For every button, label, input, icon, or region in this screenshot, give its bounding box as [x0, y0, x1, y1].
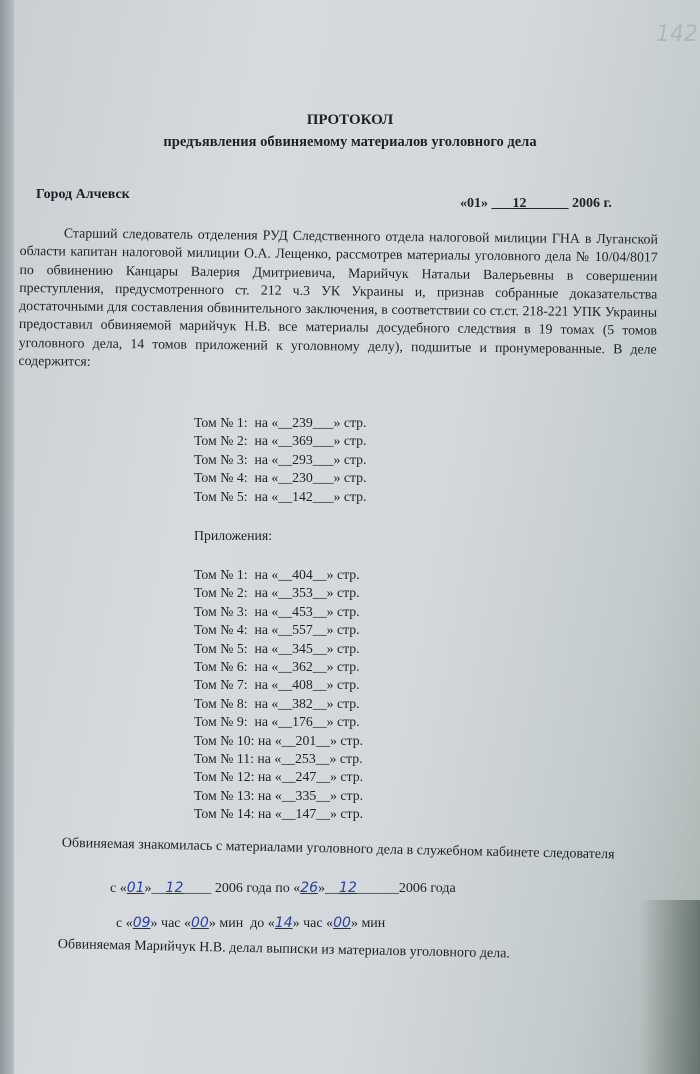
- volume-list: [194, 414, 367, 506]
- appendix-item: Том № 2: на «__353__» стр.: [194, 585, 360, 601]
- volume-item: Том № 2: на «__369___» стр.: [194, 433, 367, 449]
- appendix-item: Том № 14: на «__147__» стр.: [194, 806, 364, 822]
- volume-item: Том № 5: на «__142___» стр.: [194, 488, 367, 504]
- appendix-item: Том № 9: на «__176__» стр.: [194, 714, 360, 730]
- to-day-handwritten: 26: [300, 880, 319, 896]
- intro-paragraph: [18, 224, 657, 377]
- to-minute-handwritten: 00: [333, 915, 351, 931]
- volume-item: Том № 1: на «__239___» стр.: [194, 415, 367, 430]
- appendix-item: Том № 10: на «__201__» стр.: [194, 732, 364, 748]
- appendix-item: Том № 12: на «__247__» стр.: [194, 769, 364, 785]
- to-month-handwritten: 12: [339, 880, 357, 896]
- date-range-line: с «01»__12____ 2006 года по «26»__12______2006 года: [110, 880, 456, 896]
- appendix-item: Том № 7: на «__408__» стр.: [194, 677, 360, 693]
- appendix-item: Том № 6: на «__362__» стр.: [194, 659, 360, 675]
- notes-paragraph: Обвиняемая Марийчук Н.В. делал выписки из материалов уголовного дела.: [57, 937, 511, 962]
- time-range-line: с «09» час «00» мин до «14» час «00» мин: [116, 915, 386, 931]
- appendix-list: [194, 566, 363, 824]
- document-title: ПРОТОКОЛ: [306, 112, 394, 128]
- appendix-item: Том № 5: на «__345__» стр.: [194, 640, 360, 656]
- from-hour-handwritten: 09: [132, 915, 151, 931]
- from-month-handwritten: 12: [165, 880, 184, 896]
- appendix-item: Том № 4: на «__557__» стр.: [194, 622, 360, 638]
- to-hour-handwritten: 14: [274, 915, 293, 931]
- from-minute-handwritten: 00: [191, 915, 209, 931]
- page-edge: [0, 0, 14, 1074]
- date-year: 2006 г.: [572, 196, 612, 211]
- appendix-item: Том № 8: на «__382__» стр.: [194, 695, 360, 711]
- page-shadow: [640, 900, 700, 1074]
- appendix-item: Том № 13: на «__335__» стр.: [194, 787, 364, 803]
- document-subtitle: предъявления обвиняемому материалов уголовного дела: [163, 134, 537, 150]
- volume-item: Том № 3: на «__293___» стр.: [194, 451, 367, 467]
- from-day-handwritten: 01: [126, 880, 145, 896]
- document-date: «01» ___12______ 2006 г.: [460, 196, 612, 211]
- familiarization-text: Обвиняемая знакомилась с материалами уголовного дела в служебном кабинете следователя: [61, 835, 615, 863]
- intro-text: Старший следователь отделения РУД Следственного отдела налоговой милиции ГНА в Луганской области капитан налоговой милиции О.А. Лещенко, рассмотрев материалы уголовного дела № 10/04/8017 по обвинению Канцары Валерия Дмитриевича, Марийчук Натальи Валерьевны в совершении преступления, предусмотренного ст. 212 ч.3 УК Украины и, признав собранные доказательства достаточными для составления обвинительного заключения, в соответствии со ст.ст. 218-221 УПК Украины предоставил обвиняемой марийчук Н.В. все материалы досудебного следствия в 19 томах (5 томов уголовного дела, 14 томов приложений к уголовному делу), подшитые и пронумерованные. В деле содержится:: [18, 225, 658, 369]
- city-label: Город Алчевск: [36, 187, 130, 202]
- date-day: «01»: [460, 196, 488, 211]
- appendix-item: Том № 3: на «__453__» стр.: [194, 603, 360, 619]
- volume-item: Том № 4: на «__230___» стр.: [194, 470, 367, 486]
- appendix-item: Том № 1: на «__404__» стр.: [194, 567, 360, 582]
- date-month: 12: [512, 196, 527, 211]
- appendix-item: Том № 11: на «__253__» стр.: [194, 751, 363, 767]
- familiarization-paragraph: [26, 834, 632, 865]
- page-number-mark: 142: [656, 22, 698, 47]
- appendix-heading: Приложения:: [194, 528, 273, 543]
